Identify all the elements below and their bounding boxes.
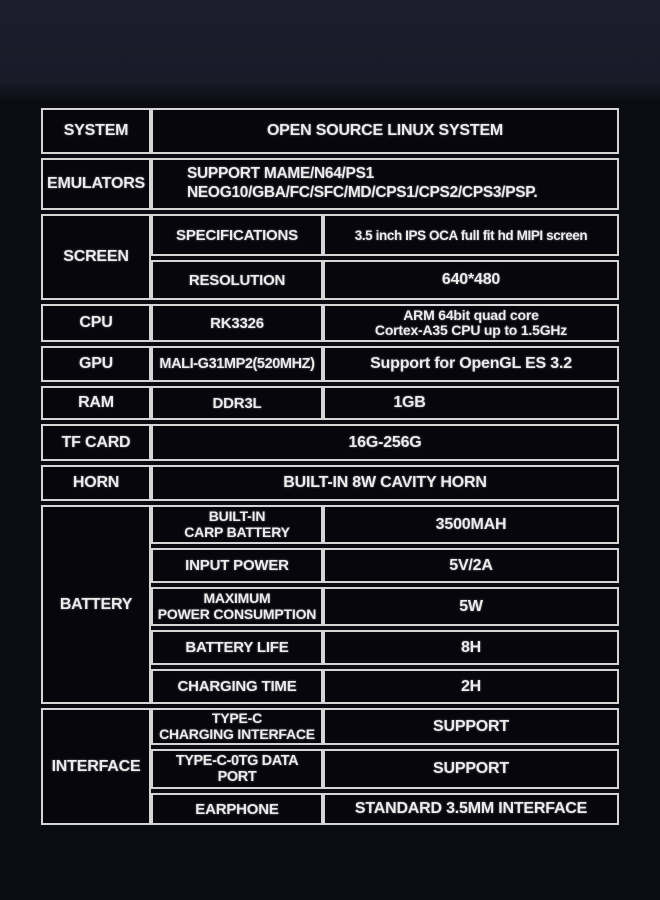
emulators-label: EMULATORS [41, 158, 151, 210]
battery-charging-time-label: CHARGING TIME [151, 669, 323, 704]
cpu-chip: RK3326 [151, 304, 323, 342]
gpu-label: GPU [41, 346, 151, 382]
gpu-value: Support for OpenGL ES 3.2 [323, 346, 619, 382]
system-label: SYSTEM [41, 108, 151, 154]
interface-earphone-value: STANDARD 3.5MM INTERFACE [323, 793, 619, 825]
battery-capacity-label-line1: BUILT-IN [208, 508, 266, 525]
cpu-value [323, 304, 619, 342]
screen-resolution-value: 640*480 [323, 260, 619, 300]
emulators-value-line2: NEOG10/GBA/FC/SFC/MD/CPS1/CPS2/CPS3/PSP. [187, 184, 538, 201]
interface-charging-value: SUPPORT [323, 708, 619, 745]
row-ram [41, 386, 619, 420]
battery-capacity-value: 3500MAH [323, 505, 619, 544]
row-emulators [41, 158, 619, 210]
spec-table [41, 104, 619, 829]
screen-resolution-label: RESOLUTION [151, 260, 323, 300]
row-screen-specifications [41, 214, 619, 256]
cpu-value-line1: ARM 64bit quad core [403, 306, 539, 323]
row-battery-capacity [41, 505, 619, 544]
row-system [41, 108, 619, 154]
interface-otg-value: SUPPORT [323, 749, 619, 789]
emulators-value [151, 158, 619, 210]
interface-charging-label-line1: TYPE-C [211, 710, 263, 727]
row-cpu [41, 304, 619, 342]
interface-label: INTERFACE [41, 708, 151, 825]
battery-capacity-label-line2: CARP BATTERY [184, 523, 290, 540]
emulators-value-line1: SUPPORT MAME/N64/PS1 [187, 165, 374, 183]
row-horn [41, 465, 619, 501]
row-tf-card [41, 424, 619, 461]
screen-label: SCREEN [41, 214, 151, 300]
battery-max-power-label [151, 587, 323, 626]
interface-charging-label [151, 708, 323, 745]
battery-max-power-value: 5W [323, 587, 619, 626]
interface-otg-label: TYPE-C-0TG DATA PORT [151, 749, 323, 789]
battery-life-label: BATTERY LIFE [151, 630, 323, 665]
tf-card-value: 16G-256G [151, 424, 619, 461]
top-banner [0, 0, 660, 100]
battery-input-power-value: 5V/2A [323, 548, 619, 583]
row-interface-charging [41, 708, 619, 745]
battery-label: BATTERY [41, 505, 151, 704]
battery-life-value: 8H [323, 630, 619, 665]
interface-charging-label-line2: CHARGING INTERFACE [159, 725, 315, 742]
horn-label: HORN [41, 465, 151, 501]
cpu-value-line2: Cortex-A35 CPU up to 1.5GHz [374, 322, 568, 338]
battery-capacity-label [151, 505, 323, 544]
ram-label: RAM [41, 386, 151, 420]
row-gpu [41, 346, 619, 382]
tf-card-label: TF CARD [41, 424, 151, 461]
battery-max-power-label-line1: MAXIMUM [203, 590, 271, 607]
ram-chip: DDR3L [151, 386, 323, 420]
system-value: OPEN SOURCE LINUX SYSTEM [151, 108, 619, 154]
horn-value: BUILT-IN 8W CAVITY HORN [151, 465, 619, 501]
ram-value: 1GB [323, 386, 619, 420]
screen-specifications-value: 3.5 inch IPS OCA full fit hd MIPI screen [323, 214, 619, 256]
interface-earphone-label: EARPHONE [151, 793, 323, 825]
screen-specifications-label: SPECIFICATIONS [151, 214, 323, 256]
battery-max-power-label-line2: POWER CONSUMPTION [157, 605, 317, 622]
cpu-label: CPU [41, 304, 151, 342]
battery-charging-time-value: 2H [323, 669, 619, 704]
gpu-chip: MALI-G31MP2(520MHZ) [151, 346, 323, 382]
battery-input-power-label: INPUT POWER [151, 548, 323, 583]
